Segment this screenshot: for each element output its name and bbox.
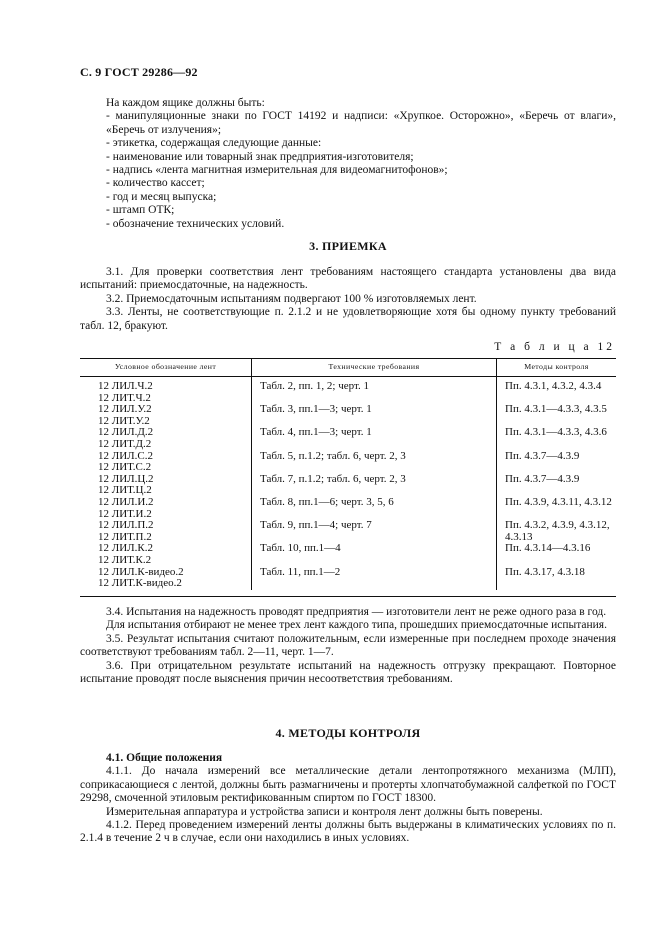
table-row [80,543,616,566]
cell-codes [80,520,252,543]
tape-code: 12 ЛИТ.К.2 [98,553,152,566]
marking-list-item: - количество кассет; [106,177,205,190]
paragraph-3-3: 3.3. Ленты, не соответствующие п. 2.1.2 и не удовлетворяющие хотя бы одному пункту требований табл. 12, бракуют. [80,306,616,332]
tape-code: 12 ЛИТ.П.2 [98,530,152,543]
cell-codes [80,377,252,405]
table-row [80,451,616,474]
tape-code: 12 ЛИТ.И.2 [98,507,152,520]
paragraph-3-6: 3.6. При отрицательном результате испытаний на надежность отгрузку прекращают. Повторное испытание проводят после выяснения причин несоответствия требованиям. [80,659,616,686]
tape-code: 12 ЛИТ.К-видео.2 [98,577,182,590]
marking-list-item: - обозначение технических условий. [106,217,285,230]
table-row [80,377,616,405]
marking-list [80,97,616,231]
cell-methods: Пп. 4.3.1—4.3.3, 4.3.6 [505,426,607,439]
marking-list-lead: На каждом ящике должны быть: [106,97,265,109]
cell-requirements: Табл. 5, п.1.2; табл. 6, черт. 2, 3 [252,451,497,474]
column-header-codes: Условное обозначение лент [80,359,252,377]
tape-code: 12 ЛИЛ.К.2 [98,542,153,555]
marking-list-item: - надпись «лента магнитная измерительная для видеомагнитофонов»; [106,164,448,177]
section-4-body [80,752,616,846]
requirements-table [80,358,616,590]
table-row [80,497,616,520]
cell-requirements: Табл. 7, п.1.2; табл. 6, черт. 2, 3 [252,474,497,497]
table-bottom-rule [80,596,616,597]
table-row [80,404,616,427]
cell-methods: Пп. 4.3.1—4.3.3, 4.3.5 [505,403,607,416]
tape-code: 12 ЛИТ.Ц.2 [98,484,152,497]
paragraph-4-1-2: 4.1.2. Перед проведением измерений ленты должны быть выдержаны в климатических условиях по п. 2.1.4 в течение 2 ч в случае, если они находились в иных условиях. [80,819,616,845]
tape-code: 12 ЛИЛ.П.2 [98,519,154,532]
tape-code: 12 ЛИЛ.К-видео.2 [98,565,184,578]
cell-requirements: Табл. 9, пп.1—4; черт. 7 [252,520,497,543]
cell-methods: Пп. 4.3.17, 4.3.18 [505,565,585,578]
cell-codes [80,543,252,566]
cell-codes [80,451,252,474]
running-header: С. 9 ГОСТ 29286—92 [80,65,198,79]
table-body [80,377,616,590]
table-row [80,474,616,497]
cell-methods: Пп. 4.3.14—4.3.16 [505,542,591,555]
cell-methods: Пп. 4.3.1, 4.3.2, 4.3.4 [505,380,602,392]
cell-requirements: Табл. 8, пп.1—6; черт. 3, 5, 6 [252,497,497,520]
section-4-heading: 4. МЕТОДЫ КОНТРОЛЯ [275,726,421,740]
cell-requirements: Табл. 2, пп. 1, 2; черт. 1 [252,377,497,405]
cell-codes [80,427,252,450]
marking-list-item: - этикетка, содержащая следующие данные: [106,137,322,150]
cell-codes [80,474,252,497]
paragraph-4-1-1-cont: Измерительная аппаратура и устройства записи и контроля лент должны быть поверены. [106,805,543,818]
tape-code: 12 ЛИЛ.И.2 [98,495,154,508]
paragraph-3-2: 3.2. Приемосдаточным испытаниям подвергают 100 % изготовляемых лент. [106,292,477,305]
section-3-tail [80,606,616,686]
tape-code: 12 ЛИЛ.Д.2 [98,426,154,439]
table-caption: Т а б л и ц а 12 [494,341,615,353]
cell-methods: Пп. 4.3.9, 4.3.11, 4.3.12 [505,495,612,508]
cell-requirements: Табл. 3, пп.1—3; черт. 1 [252,404,497,427]
cell-codes [80,497,252,520]
table-row [80,427,616,450]
tape-code: 12 ЛИТ.С.2 [98,461,152,474]
tape-code: 12 ЛИТ.Ч.2 [98,391,151,404]
tape-code: 12 ЛИТ.Д.2 [98,437,152,450]
table-header-row [80,359,616,377]
cell-codes [80,404,252,427]
paragraph-3-4-cont: Для испытания отбирают не менее трех лент каждого типа, прошедших приемосдаточные испытания. [106,619,607,632]
section-3-intro [80,266,616,333]
cell-methods: Пп. 4.3.2, 4.3.9, 4.3.12, 4.3.13 [505,519,610,543]
marking-list-item: - наименование или товарный знак предприятия-изготовителя; [106,150,414,163]
marking-list-item: - год и месяц выпуска; [106,190,217,203]
column-header-requirements: Технические требования [252,359,497,377]
tape-code: 12 ЛИТ.У.2 [98,414,150,427]
cell-requirements: Табл. 11, пп.1—2 [252,567,497,590]
tape-code: 12 ЛИЛ.С.2 [98,449,153,462]
section-3-heading: 3. ПРИЕМКА [309,239,387,253]
marking-list-item: - штамп ОТК; [106,204,175,217]
tape-code: 12 ЛИЛ.Ц.2 [98,472,154,485]
paragraph-4-1-1: 4.1.1. До начала измерений все металлические детали лентопротяжного механизма (МЛП), соприкасающиеся с лентой, должны быть размагничены и протерты хлопчатобумажной салфеткой по ГОСТ 29298, смоченной этиловым ректификованным спиртом по ГОСТ 18300. [80,765,616,805]
cell-methods: Пп. 4.3.7—4.3.9 [505,472,580,485]
table-row [80,520,616,543]
cell-requirements: Табл. 4, пп.1—3; черт. 1 [252,427,497,450]
marking-items [106,110,616,231]
cell-codes [80,567,252,590]
column-header-methods: Методы контроля [497,359,617,377]
cell-requirements: Табл. 10, пп.1—4 [252,543,497,566]
tape-code: 12 ЛИЛ.Ч.2 [98,380,153,392]
marking-list-item: - манипуляционные знаки по ГОСТ 14192 и надписи: «Хрупкое. Осторожно», «Беречь от влаги», «Беречь от излучения»; [106,110,616,136]
paragraph-3-5: 3.5. Результат испытания считают положительным, если измеренные при последнем проходе значения соответствуют требованиям табл. 2—11, черт. 1—7. [80,632,616,659]
paragraph-3-4: 3.4. Испытания на надежность проводят предприятия — изготовители лент не реже одного раза в год. [106,606,607,618]
cell-methods: Пп. 4.3.7—4.3.9 [505,449,580,462]
table-row [80,567,616,590]
subsection-4-1-title: 4.1. Общие положения [106,752,223,764]
tape-code: 12 ЛИЛ.У.2 [98,403,152,416]
paragraph-3-1: 3.1. Для проверки соответствия лент требованиям настоящего стандарта установлены два вида испытаний: приемосдаточные, на надежность. [80,266,616,292]
